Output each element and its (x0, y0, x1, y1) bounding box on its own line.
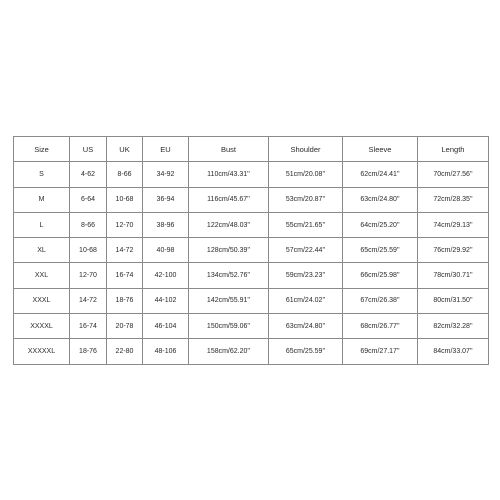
table-cell: 16-74 (107, 263, 143, 288)
table-cell: 40-98 (143, 238, 189, 263)
table-row (14, 187, 489, 212)
table-cell: 63cm/24.80'' (269, 314, 343, 339)
table-cell: 142cm/55.91'' (189, 288, 269, 313)
table-cell: 67cm/26.38'' (343, 288, 418, 313)
header-cell: US (70, 137, 107, 162)
size-chart-table (13, 136, 489, 365)
table-cell: 64cm/25.20'' (343, 212, 418, 237)
table-cell: 65cm/25.59'' (343, 238, 418, 263)
table-cell: 128cm/50.39'' (189, 238, 269, 263)
header-cell: Shoulder (269, 137, 343, 162)
table-cell: 74cm/29.13'' (418, 212, 489, 237)
table-cell: 20-78 (107, 314, 143, 339)
table-cell: 36-94 (143, 187, 189, 212)
table-cell: 46-104 (143, 314, 189, 339)
table-cell: 62cm/24.41'' (343, 162, 418, 187)
table-cell: 63cm/24.80'' (343, 187, 418, 212)
table-cell: 34-92 (143, 162, 189, 187)
table-cell: 18-76 (107, 288, 143, 313)
table-cell: 76cm/29.92'' (418, 238, 489, 263)
header-cell: EU (143, 137, 189, 162)
header-cell: UK (107, 137, 143, 162)
table-cell: 80cm/31.50'' (418, 288, 489, 313)
header-cell: Size (14, 137, 70, 162)
table-cell: XXXXXL (14, 339, 70, 364)
table-cell: 65cm/25.59'' (269, 339, 343, 364)
table-cell: 70cm/27.56'' (418, 162, 489, 187)
table-cell: 150cm/59.06'' (189, 314, 269, 339)
table-cell: 82cm/32.28'' (418, 314, 489, 339)
table-cell: 53cm/20.87'' (269, 187, 343, 212)
header-row (14, 137, 489, 162)
table-cell: 22-80 (107, 339, 143, 364)
table-cell: XXL (14, 263, 70, 288)
table-cell: XXXXL (14, 314, 70, 339)
table-row (14, 212, 489, 237)
table-cell: 66cm/25.98'' (343, 263, 418, 288)
table-cell: 12-70 (70, 263, 107, 288)
table-cell: XXXL (14, 288, 70, 313)
table-cell: 116cm/45.67'' (189, 187, 269, 212)
table-cell: 38-96 (143, 212, 189, 237)
table-cell: M (14, 187, 70, 212)
table-cell: 8-66 (70, 212, 107, 237)
table-row (14, 263, 489, 288)
table-row (14, 162, 489, 187)
table-cell: L (14, 212, 70, 237)
table-cell: S (14, 162, 70, 187)
table-cell: 14-72 (70, 288, 107, 313)
table-cell: 10-68 (70, 238, 107, 263)
table-cell: 61cm/24.02'' (269, 288, 343, 313)
table-cell: 78cm/30.71'' (418, 263, 489, 288)
table-cell: 84cm/33.07'' (418, 339, 489, 364)
table-cell: 59cm/23.23'' (269, 263, 343, 288)
table-cell: 42-100 (143, 263, 189, 288)
header-cell: Sleeve (343, 137, 418, 162)
table-cell: 18-76 (70, 339, 107, 364)
table-cell: 57cm/22.44'' (269, 238, 343, 263)
header-cell: Length (418, 137, 489, 162)
table-cell: 16-74 (70, 314, 107, 339)
table-row (14, 339, 489, 364)
table-cell: 51cm/20.08'' (269, 162, 343, 187)
table-cell: 69cm/27.17'' (343, 339, 418, 364)
table-cell: 158cm/62.20'' (189, 339, 269, 364)
table-cell: 6-64 (70, 187, 107, 212)
table-cell: 68cm/26.77'' (343, 314, 418, 339)
table-row (14, 314, 489, 339)
table-cell: 4-62 (70, 162, 107, 187)
table-row (14, 238, 489, 263)
table-cell: 10-68 (107, 187, 143, 212)
table-cell: 110cm/43.31'' (189, 162, 269, 187)
table-row (14, 288, 489, 313)
table-cell: 122cm/48.03'' (189, 212, 269, 237)
table-cell: 48-106 (143, 339, 189, 364)
table-cell: 134cm/52.76'' (189, 263, 269, 288)
table-cell: 12-70 (107, 212, 143, 237)
table-cell: 44-102 (143, 288, 189, 313)
table-cell: 55cm/21.65'' (269, 212, 343, 237)
header-cell: Bust (189, 137, 269, 162)
table-cell: XL (14, 238, 70, 263)
table-cell: 72cm/28.35'' (418, 187, 489, 212)
table-cell: 14-72 (107, 238, 143, 263)
table-cell: 8-66 (107, 162, 143, 187)
table-body (14, 162, 489, 364)
